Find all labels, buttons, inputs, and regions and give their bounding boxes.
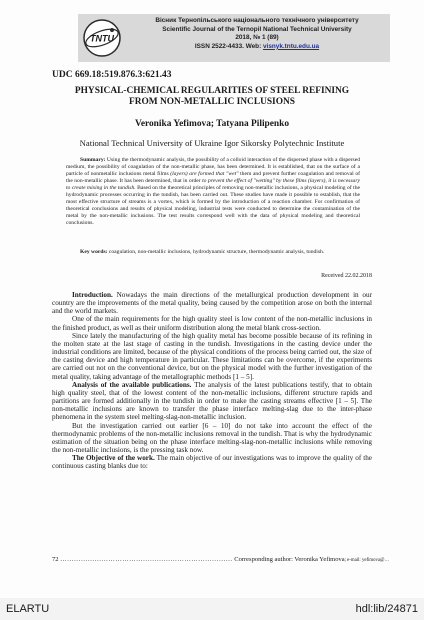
abstract-text-2: them and prevent further coagulation and removal of the non-metallic phase. It has been determined, that in order: [66, 171, 360, 185]
corresponding-email: ; e-mail: yefimova@…: [344, 558, 390, 563]
title-line-2: FROM NON-METALLIC INCLUSIONS: [129, 97, 295, 107]
corresponding-author: Corresponding author: Veronika Yefimova: [232, 556, 345, 563]
page-footer: [52, 556, 389, 563]
paragraph-refining: Since lately the manufacturing of the high quality metal has become possible because of its refining in the molten state at the last stage of casting in the tundish. Investigations in the casting device under the industrial conditions are limited, because of the physical conditions of the process being carried out, the size of the casting device and high temperature in particular. These limitations can be overcome, if the experiments are carried out not on the conventional device, but on the physical model with the further investigation of the metal quality, taking advantage of the metallographic methods [1 – 5].: [52, 331, 372, 381]
received-date: Received 22.02.2018: [321, 273, 372, 279]
abstract-text-3: Based on the theoretical principles of removing non-metallic inclusions, a physical modeling of the hydrodynamic processes occurring in the tundish, has been carried out. These studies have made it possible to establish, that the most effective structure of streams is a vortex, which is formed by the introduction of a reaction chamber. For confirmation of theoretical conclusions and results of physical modeling, industrial tests were conducted to determine the contamination of the metal by the non-metallic inclusions. The test results correspond well with the data of physical modeling and theoretical conclusions.: [66, 185, 360, 227]
objective-text: The main objective of our investigations was to improve the quality of the continuous casting blanks due to:: [52, 454, 372, 471]
paragraph-objective: [52, 454, 372, 470]
abstract-label: Summary:: [80, 157, 106, 163]
journal-issue: 2018, № 1 (89): [235, 34, 279, 42]
journal-info: [128, 17, 386, 51]
title-line-1: PHYSICAL-CHEMICAL REGULARITIES OF STEEL REFINING: [74, 86, 350, 96]
abstract: [66, 157, 360, 227]
logo-text: TNTU: [90, 33, 114, 44]
paragraph-requirements: One of the main requirements for the high quality steel is low content of the non-metallic inclusions in the finished product, as well as their uniform distribution along the metal blank cross-section.: [52, 315, 372, 332]
article-authors: Veronika Yefimova; Tatyana Pilipenko: [134, 119, 290, 129]
journal-name-en: Scientific Journal of the Ternopil National Technical University: [162, 25, 352, 33]
abstract-text-1: Using the thermodynamic analysis, the possibility of a colloid interaction of the dispersed phase with a dispersed medium, the possibility of coagulation of the non-metallic phase, has been determined. It is established, that on the surface of a particle of nonmetallic inclusions metal films: [66, 157, 360, 178]
analysis-heading: Analysis of the available publications.: [72, 380, 192, 389]
paragraph-introduction: [52, 291, 372, 315]
analysis-text: The analysis of the latest publications testify, that to obtain high quality steel, that of the lowest content of the non-metallic inclusions, different structure rapids and partitions are formed additionally in the tundish in order to make the casting streams effective [1 – 5]. The non-metallic inclusions are known to transfer the phase interface melting-slag due to the inter-phase phenomena in the system steel melting-slag-non-metallic inclusion.: [52, 380, 372, 422]
footer-dots: …………………………………………………………………: [60, 556, 233, 563]
keywords-label: Key words:: [80, 249, 108, 255]
abstract-italic-2: to prevent the effect of "wetting" by these films (layers), it is necessary to create mixing in the tundish.: [66, 178, 360, 192]
keywords: [66, 249, 360, 256]
handle-id: hdl:lib/24871: [355, 603, 418, 615]
introduction-heading: Introduction.: [72, 291, 113, 299]
paragraph-analysis: [52, 381, 372, 422]
repository-bar: [0, 598, 424, 620]
tntu-logo-icon: [82, 18, 122, 58]
udc-code: UDC 669.18:519.876.3:621.43: [52, 70, 172, 80]
journal-name-ua: Вісник Тернопільського національного технічного університету: [155, 17, 359, 24]
author-affiliation: National Technical University of Ukraine Igor Sikorsky Polytechnic Institute: [79, 138, 345, 148]
journal-issn: [128, 43, 386, 52]
page-number: 72: [52, 556, 59, 563]
repository-name: ELARTU: [6, 603, 50, 615]
article-body: [52, 291, 372, 470]
journal-website-link[interactable]: visnyk.tntu.edu.ua: [262, 42, 320, 50]
objective-heading: The Objective of the work.: [72, 454, 155, 463]
article-title: [52, 86, 372, 108]
introduction-text: Nowadays the main directions of the metallurgical production development in our country are the improvements of the metal quality, being caused by the competition arose on both the internal and the world markets.: [52, 291, 372, 316]
paragraph-investigation: But the investigation carried out earlier [6 – 10] do not take into account the effect of the thermodynamic problems of the non-metallic inclusions removal in the tundish. That is why the hydrodynamic estimation of the situation being on the phase interface melting-slag-non-metallic inclusions while removing the non-metallic inclusions, is the pressing task now.: [52, 421, 372, 454]
issn-text: ISSN 2522-4433. Web:: [194, 42, 263, 50]
keywords-text: coagulation, non-metallic inclusions, hydrodynamic structure, thermodynamic analysis, tundish.: [107, 249, 325, 255]
abstract-italic-1: (layers) are formed that "wet": [170, 171, 239, 178]
